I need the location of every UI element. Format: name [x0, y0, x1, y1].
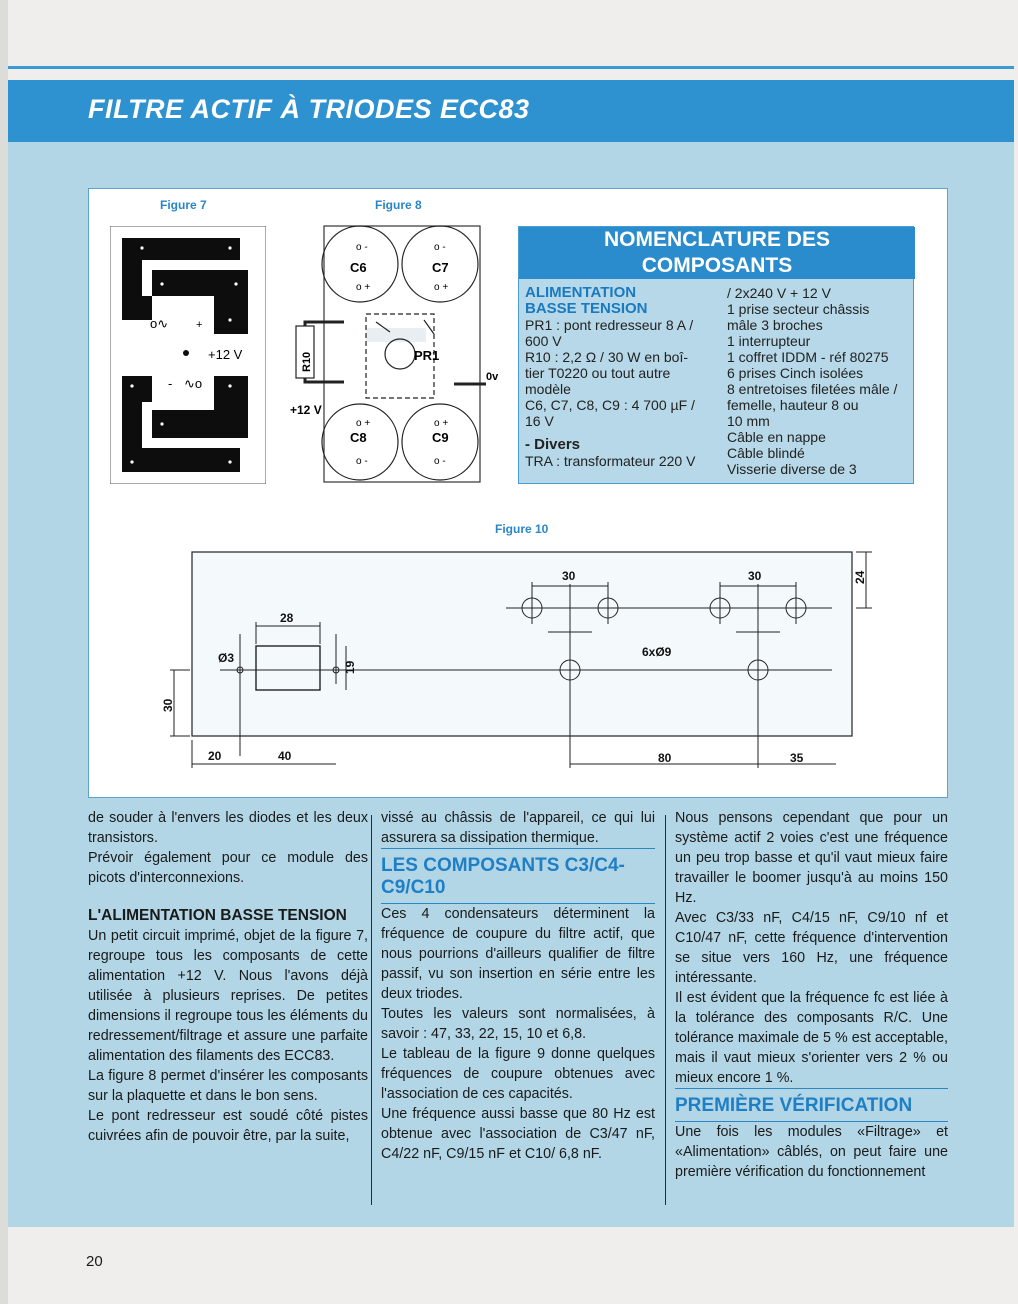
dim-28: 28	[280, 611, 294, 625]
svg-text:o +: o +	[434, 282, 449, 293]
figure-8-placement	[278, 214, 512, 486]
fig7-minus: -	[168, 376, 173, 391]
text-column-3: Nous pensons cependant que pour un système actif 2 voies c'est une fréquence un peu trop basse et qu'il vaut mieux faire travailler le boomer jusqu'à au moins 150 Hz. Avec C3/33 nF, C4/15 nF, C9/10 nf et C10/47 nF, cette fréquence d'intervention se situe vers 160 Hz, une fréquence intéressante. Il est évident que la fréquence fc est liée à la tolérance des composants R/C. Une tolérance maximale de 5 % est acceptable, mais il vaut mieux s'orienter vers 2 % ou mieux encore 1 %. PREMIÈRE VÉRIFICATION Une fois les modules «Filtrage» et «Alimentation» câblés, on peut faire une première vérification du fonctionnement	[675, 810, 948, 1180]
page-number: 20	[86, 1253, 103, 1270]
dim-80: 80	[658, 751, 672, 765]
fig8-0v: 0v	[486, 371, 499, 383]
fig7-ac-in-1: o∿	[150, 316, 169, 331]
dim-30-right: 30	[748, 569, 762, 583]
column-divider	[371, 815, 372, 1205]
fig8-c6: C6	[350, 260, 367, 275]
figure-7-pcb	[110, 226, 266, 484]
section-heading-verification: PREMIÈRE VÉRIFICATION	[675, 1088, 948, 1122]
dim-35: 35	[790, 751, 804, 765]
svg-text:o -: o -	[434, 456, 446, 467]
fig8-pr1: PR1	[414, 348, 440, 363]
nomenclature-right-col: / 2x240 V + 12 V 1 prise secteur châssis mâle 3 broches 1 interrupteur 1 coffret IDDM - réf 80275 6 prises Cinch isolées 8 entretoises filetées mâle / femelle, hauteur 8 ou 10 mm Câble en nappe Câble blindé Visserie diverse de 3	[727, 285, 898, 477]
dim-30-vertical: 30	[161, 698, 175, 712]
fig7-12v: +12 V	[208, 347, 243, 362]
dim-24: 24	[853, 570, 867, 584]
dim-20: 20	[208, 749, 222, 763]
page-edge	[0, 0, 8, 1304]
nomenclature-box	[518, 226, 914, 484]
fig7-ac-in-2: ∿o	[184, 376, 203, 391]
fig7-pad	[183, 350, 189, 356]
svg-text:o -: o -	[356, 242, 368, 253]
svg-text:o -: o -	[434, 242, 446, 253]
fig7-plus: +	[196, 319, 203, 331]
text-column-2: vissé au châssis de l'appareil, ce qui lui assurera sa dissipation thermique. LES COMPOSANTS C3/C4-C9/C10 Ces 4 condensateurs déterminent la fréquence de coupure du filtre actif, que nous pourrions d'ailleurs qualifier de filtre passif, vu son insertion en série entre les deux triodes. Toutes les valeurs sont normalisées, à savoir : 47, 33, 22, 15, 10 et 6,8. Le tableau de la figure 9 donne quelques fréquences de coupure obtenues avec l'association de ces capacités. Une fréquence aussi basse que 80 Hz est obtenue avec l'association de C3/47 nF, C4/22 nF, C9/15 nF et C10/ 6,8 nF.	[381, 810, 655, 1162]
section-heading-composants: LES COMPOSANTS C3/C4-C9/C10	[381, 848, 655, 904]
nomenclature-left-col: ALIMENTATION BASSE TENSION PR1 : pont redresseur 8 A / 600 V R10 : 2,2 Ω / 30 W en boî- tier T0220 ou tout autre modèle C6, C7, C8, C9 : 4 700 µF / 16 V - Divers TRA : transformateur 220 V	[525, 284, 696, 469]
dim-40: 40	[278, 749, 292, 763]
fig8-c8: C8	[350, 430, 367, 445]
figure-10-label: Figure 10	[495, 522, 549, 536]
column-divider	[665, 815, 666, 1205]
text-column-1: de souder à l'envers les diodes et les deux transistors. Prévoir également pour ce module des picots d'interconnexions. L'ALIMENTATION BASSE TENSION Un petit circuit imprimé, objet de la figure 7, regroupe tous les composants de cette alimentation +12 V. Nous l'avons déjà utilisée à plusieurs reprises. De petites dimensions il regroupe tous les éléments du redressement/filtrage et assure une parfaite alimentation des filaments des ECC83. La figure 8 permet d'insérer les composants sur la plaquette et dans le bon sens. Le pont redresseur est soudé côté pistes cuivrées afin de pouvoir être, par la suite,	[88, 810, 368, 1144]
fig8-r10: R10	[301, 351, 313, 372]
svg-text:o +: o +	[434, 418, 449, 429]
title-banner	[8, 80, 1014, 142]
dim-19: 19	[343, 660, 357, 674]
dim-30-left: 30	[562, 569, 576, 583]
dim-holes: 6xØ9	[642, 645, 672, 659]
fig8-c7: C7	[432, 260, 449, 275]
section-heading-alimentation: L'ALIMENTATION BASSE TENSION	[88, 907, 347, 924]
top-rule	[8, 66, 1014, 69]
svg-text:o -: o -	[356, 456, 368, 467]
page-title: FILTRE ACTIF À TRIODES ECC83	[88, 94, 530, 124]
nomenclature-title: NOMENCLATURE DES COMPOSANTS	[519, 227, 915, 279]
svg-text:o +: o +	[356, 418, 371, 429]
figure-7-label: Figure 7	[160, 198, 207, 212]
fig8-12v: +12 V	[290, 403, 322, 417]
figure-10-drilling-plan	[160, 544, 880, 774]
svg-text:o +: o +	[356, 282, 371, 293]
dim-d3: Ø3	[218, 651, 235, 665]
fig8-c9: C9	[432, 430, 449, 445]
figure-8-label: Figure 8	[375, 198, 422, 212]
